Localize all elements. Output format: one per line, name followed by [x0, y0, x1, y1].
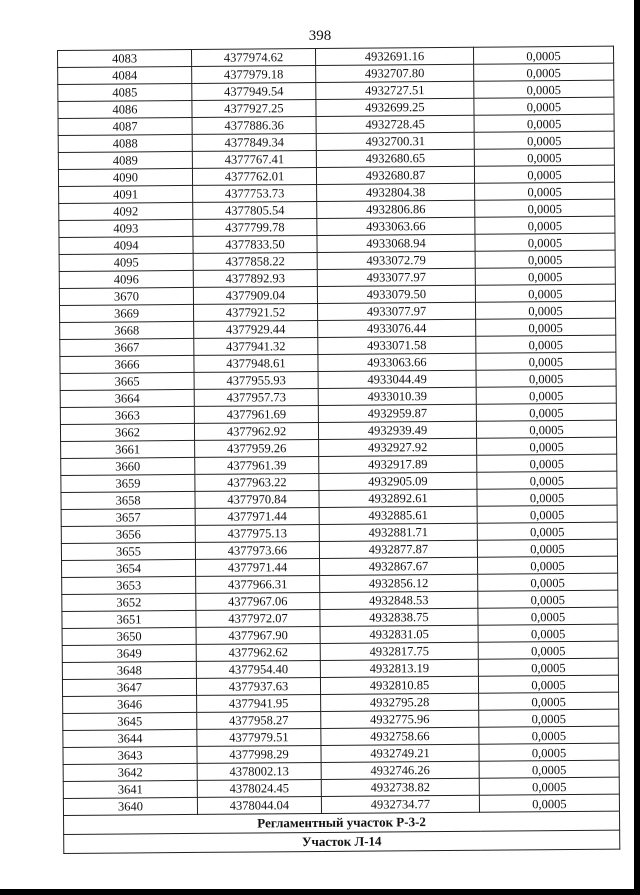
x-coordinate-cell: 4377858.22: [193, 252, 317, 270]
area-cell: 0,0005: [477, 522, 617, 540]
x-coordinate-cell: 4377967.06: [196, 592, 320, 610]
point-number-cell: 3662: [60, 423, 194, 441]
point-number-cell: 3657: [61, 508, 195, 526]
area-cell: 0,0005: [478, 590, 618, 608]
x-coordinate-cell: 4377955.93: [194, 371, 318, 389]
y-coordinate-cell: 4932917.89: [319, 455, 477, 473]
area-cell: 0,0005: [478, 675, 618, 693]
point-number-cell: 4087: [58, 117, 192, 135]
area-cell: 0,0005: [474, 131, 614, 149]
y-coordinate-cell: 4932728.45: [316, 115, 474, 133]
section-title: Участок Л-14: [64, 830, 620, 853]
area-cell: 0,0005: [474, 165, 614, 183]
x-coordinate-cell: 4377975.13: [195, 524, 319, 542]
area-cell: 0,0005: [474, 80, 614, 98]
y-coordinate-cell: 4932691.16: [315, 47, 473, 65]
x-coordinate-cell: 4377941.32: [194, 337, 318, 355]
y-coordinate-cell: 4933063.66: [317, 217, 475, 235]
y-coordinate-cell: 4932749.21: [321, 744, 479, 762]
point-number-cell: 4094: [59, 236, 193, 254]
y-coordinate-cell: 4932680.87: [316, 166, 474, 184]
x-coordinate-cell: 4377929.44: [194, 320, 318, 338]
area-cell: 0,0005: [477, 437, 617, 455]
y-coordinate-cell: 4932804.38: [317, 183, 475, 201]
point-number-cell: 3649: [62, 644, 196, 662]
x-coordinate-cell: 4377805.54: [193, 201, 317, 219]
y-coordinate-cell: 4932707.80: [316, 64, 474, 82]
point-number-cell: 3652: [62, 593, 196, 611]
x-coordinate-cell: 4378044.04: [197, 796, 321, 814]
point-number-cell: 3667: [60, 338, 194, 356]
y-coordinate-cell: 4933071.58: [318, 336, 476, 354]
scan-edge-bottom: [0, 889, 640, 895]
y-coordinate-cell: 4932927.92: [319, 438, 477, 456]
area-cell: 0,0005: [479, 709, 619, 727]
x-coordinate-cell: 4377972.07: [196, 609, 320, 627]
x-coordinate-cell: 4377959.26: [195, 439, 319, 457]
point-number-cell: 3651: [62, 610, 196, 628]
x-coordinate-cell: 4377966.31: [196, 575, 320, 593]
y-coordinate-cell: 4933079.50: [317, 285, 475, 303]
x-coordinate-cell: 4377974.62: [191, 48, 315, 66]
coordinates-table: [57, 46, 620, 854]
section-title: Регламентный участок Р-3-2: [64, 811, 620, 834]
area-cell: 0,0005: [473, 46, 613, 64]
x-coordinate-cell: 4377963.22: [195, 473, 319, 491]
point-number-cell: 3668: [60, 321, 194, 339]
x-coordinate-cell: 4377961.69: [194, 405, 318, 423]
y-coordinate-cell: 4932885.61: [319, 506, 477, 524]
y-coordinate-cell: 4932795.28: [321, 693, 479, 711]
y-coordinate-cell: 4932817.75: [320, 642, 478, 660]
area-cell: 0,0005: [476, 318, 616, 336]
point-number-cell: 3659: [61, 474, 195, 492]
area-cell: 0,0005: [476, 352, 616, 370]
y-coordinate-cell: 4932848.53: [320, 591, 478, 609]
point-number-cell: 3648: [62, 661, 196, 679]
x-coordinate-cell: 4377937.63: [196, 677, 320, 695]
point-number-cell: 3670: [59, 287, 193, 305]
point-number-cell: 4088: [58, 134, 192, 152]
x-coordinate-cell: 4377979.18: [192, 65, 316, 83]
point-number-cell: 3645: [63, 712, 197, 730]
point-number-cell: 3654: [62, 559, 196, 577]
y-coordinate-cell: 4932813.19: [320, 659, 478, 677]
y-coordinate-cell: 4932831.05: [320, 625, 478, 643]
point-number-cell: 3669: [60, 304, 194, 322]
x-coordinate-cell: 4377849.34: [192, 133, 316, 151]
area-cell: 0,0005: [476, 335, 616, 353]
y-coordinate-cell: 4932806.86: [317, 200, 475, 218]
point-number-cell: 3661: [61, 440, 195, 458]
x-coordinate-cell: 4377971.44: [196, 558, 320, 576]
x-coordinate-cell: 4377961.39: [195, 456, 319, 474]
point-number-cell: 3643: [63, 746, 197, 764]
page-number: 398: [308, 28, 332, 44]
point-number-cell: 4090: [58, 168, 192, 186]
y-coordinate-cell: 4933068.94: [317, 234, 475, 252]
point-number-cell: 3641: [63, 780, 197, 798]
area-cell: 0,0005: [477, 454, 617, 472]
point-number-cell: 3653: [62, 576, 196, 594]
scan-edge-right: [634, 0, 640, 895]
area-cell: 0,0005: [477, 539, 617, 557]
area-cell: 0,0005: [477, 488, 617, 506]
y-coordinate-cell: 4932746.26: [321, 761, 479, 779]
point-number-cell: 3663: [60, 406, 194, 424]
x-coordinate-cell: 4377970.84: [195, 490, 319, 508]
area-cell: 0,0005: [474, 63, 614, 81]
x-coordinate-cell: 4377753.73: [193, 184, 317, 202]
x-coordinate-cell: 4377962.92: [194, 422, 318, 440]
y-coordinate-cell: 4932810.85: [320, 676, 478, 694]
y-coordinate-cell: 4932905.09: [319, 472, 477, 490]
y-coordinate-cell: 4933044.49: [318, 370, 476, 388]
point-number-cell: 4085: [58, 83, 192, 101]
y-coordinate-cell: 4932727.51: [316, 81, 474, 99]
y-coordinate-cell: 4933077.97: [317, 302, 475, 320]
section-row: [64, 830, 620, 853]
y-coordinate-cell: 4932856.12: [320, 574, 478, 592]
x-coordinate-cell: 4377957.73: [194, 388, 318, 406]
x-coordinate-cell: 4377886.36: [192, 116, 316, 134]
area-cell: 0,0005: [475, 182, 615, 200]
x-coordinate-cell: 4377958.27: [197, 711, 321, 729]
point-number-cell: 3642: [63, 763, 197, 781]
y-coordinate-cell: 4932939.49: [318, 421, 476, 439]
point-number-cell: 3666: [60, 355, 194, 373]
area-cell: 0,0005: [478, 658, 618, 676]
x-coordinate-cell: 4377767.41: [192, 150, 316, 168]
area-cell: 0,0005: [479, 726, 619, 744]
point-number-cell: 4086: [58, 100, 192, 118]
y-coordinate-cell: 4932881.71: [319, 523, 477, 541]
y-coordinate-cell: 4932959.87: [318, 404, 476, 422]
point-number-cell: 4093: [59, 219, 193, 237]
area-cell: 0,0005: [478, 641, 618, 659]
point-number-cell: 3660: [61, 457, 195, 475]
y-coordinate-cell: 4932892.61: [319, 489, 477, 507]
point-number-cell: 4092: [59, 202, 193, 220]
x-coordinate-cell: 4377967.90: [196, 626, 320, 644]
area-cell: 0,0005: [476, 386, 616, 404]
point-number-cell: 4083: [58, 49, 192, 67]
y-coordinate-cell: 4932775.96: [321, 710, 479, 728]
area-cell: 0,0005: [475, 216, 615, 234]
x-coordinate-cell: 4377927.25: [192, 99, 316, 117]
area-cell: 0,0005: [476, 403, 616, 421]
x-coordinate-cell: 4377962.62: [196, 643, 320, 661]
x-coordinate-cell: 4377762.01: [192, 167, 316, 185]
point-number-cell: 3644: [63, 729, 197, 747]
area-cell: 0,0005: [479, 777, 619, 795]
x-coordinate-cell: 4377799.78: [193, 218, 317, 236]
y-coordinate-cell: 4932738.82: [321, 778, 479, 796]
area-cell: 0,0005: [478, 607, 618, 625]
y-coordinate-cell: 4933063.66: [318, 353, 476, 371]
y-coordinate-cell: 4932838.75: [320, 608, 478, 626]
x-coordinate-cell: 4377948.61: [194, 354, 318, 372]
point-number-cell: 3647: [62, 678, 196, 696]
area-cell: 0,0005: [479, 692, 619, 710]
area-cell: 0,0005: [474, 97, 614, 115]
point-number-cell: 4084: [58, 66, 192, 84]
y-coordinate-cell: 4932734.77: [321, 795, 479, 813]
table-body: [58, 46, 620, 853]
point-number-cell: 4091: [59, 185, 193, 203]
point-number-cell: 3656: [61, 525, 195, 543]
point-number-cell: 4089: [58, 151, 192, 169]
y-coordinate-cell: 4932699.25: [316, 98, 474, 116]
x-coordinate-cell: 4377998.29: [197, 745, 321, 763]
x-coordinate-cell: 4377971.44: [195, 507, 319, 525]
x-coordinate-cell: 4377973.66: [195, 541, 319, 559]
area-cell: 0,0005: [477, 556, 617, 574]
area-cell: 0,0005: [479, 743, 619, 761]
y-coordinate-cell: 4933076.44: [318, 319, 476, 337]
y-coordinate-cell: 4932877.87: [319, 540, 477, 558]
x-coordinate-cell: 4377921.52: [194, 303, 318, 321]
y-coordinate-cell: 4932680.65: [316, 149, 474, 167]
area-cell: 0,0005: [479, 760, 619, 778]
area-cell: 0,0005: [475, 233, 615, 251]
area-cell: 0,0005: [474, 148, 614, 166]
point-number-cell: 4096: [59, 270, 193, 288]
y-coordinate-cell: 4932867.67: [320, 557, 478, 575]
y-coordinate-cell: 4933072.79: [317, 251, 475, 269]
area-cell: 0,0005: [478, 624, 618, 642]
point-number-cell: 3664: [60, 389, 194, 407]
area-cell: 0,0005: [479, 794, 619, 812]
point-number-cell: 3655: [61, 542, 195, 560]
x-coordinate-cell: 4378024.45: [197, 779, 321, 797]
area-cell: 0,0005: [475, 301, 615, 319]
x-coordinate-cell: 4377941.95: [197, 694, 321, 712]
x-coordinate-cell: 4377979.51: [197, 728, 321, 746]
area-cell: 0,0005: [475, 284, 615, 302]
x-coordinate-cell: 4377954.40: [196, 660, 320, 678]
area-cell: 0,0005: [474, 114, 614, 132]
point-number-cell: 3665: [60, 372, 194, 390]
x-coordinate-cell: 4378002.13: [197, 762, 321, 780]
area-cell: 0,0005: [476, 369, 616, 387]
x-coordinate-cell: 4377892.93: [193, 269, 317, 287]
point-number-cell: 3658: [61, 491, 195, 509]
x-coordinate-cell: 4377909.04: [193, 286, 317, 304]
point-number-cell: 4095: [59, 253, 193, 271]
point-number-cell: 3640: [63, 797, 197, 815]
area-cell: 0,0005: [478, 573, 618, 591]
x-coordinate-cell: 4377949.54: [192, 82, 316, 100]
x-coordinate-cell: 4377833.50: [193, 235, 317, 253]
area-cell: 0,0005: [477, 471, 617, 489]
y-coordinate-cell: 4933077.97: [317, 268, 475, 286]
point-number-cell: 3646: [63, 695, 197, 713]
y-coordinate-cell: 4932700.31: [316, 132, 474, 150]
document-sheet: [57, 46, 619, 854]
y-coordinate-cell: 4933010.39: [318, 387, 476, 405]
y-coordinate-cell: 4932758.66: [321, 727, 479, 745]
area-cell: 0,0005: [475, 267, 615, 285]
point-number-cell: 3650: [62, 627, 196, 645]
area-cell: 0,0005: [476, 420, 616, 438]
area-cell: 0,0005: [475, 199, 615, 217]
area-cell: 0,0005: [475, 250, 615, 268]
area-cell: 0,0005: [477, 505, 617, 523]
